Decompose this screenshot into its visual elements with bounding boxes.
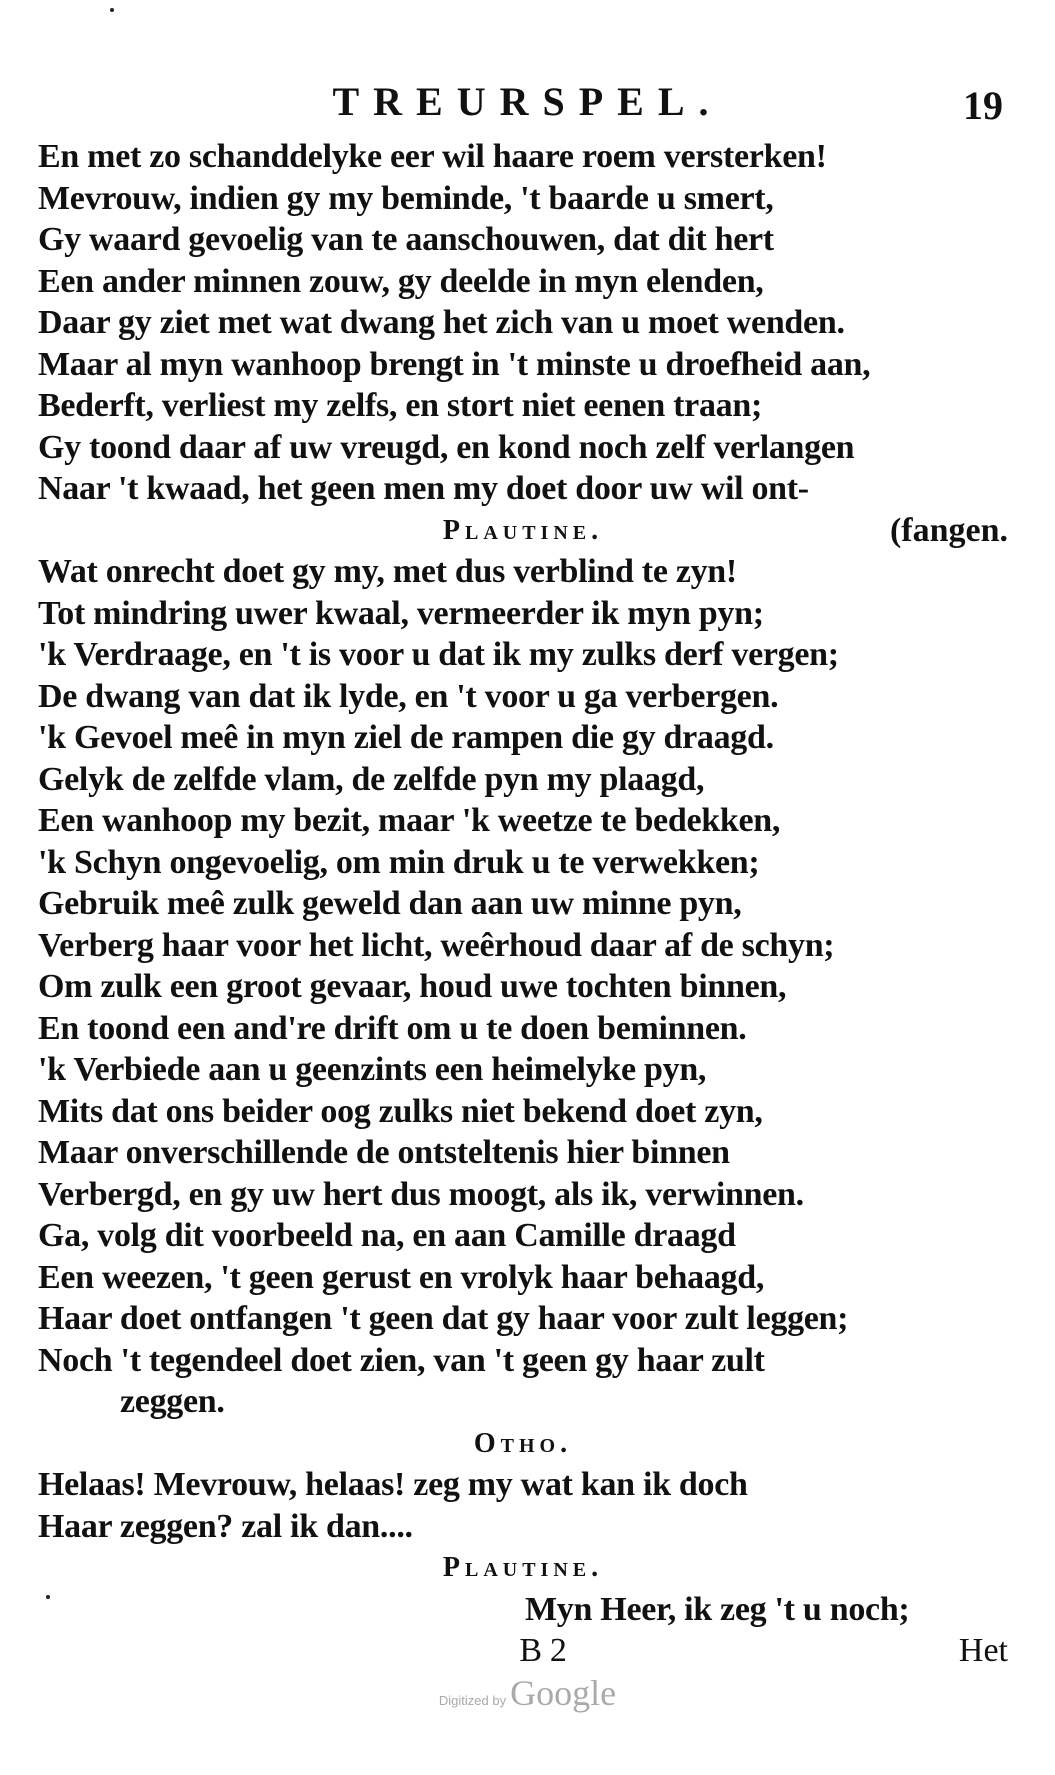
line-text: En toond een and're drift om u te doen beminnen.	[38, 1009, 747, 1047]
verse-line	[38, 1091, 1008, 1133]
line-text: Tot mindring uwer kwaal, vermeerder ik myn pyn;	[38, 594, 764, 632]
verse-line	[38, 219, 1008, 261]
signature-line	[38, 1630, 1008, 1672]
line-text: Noch 't tegendeel doet zien, van 't geen gy haar zult	[38, 1341, 765, 1379]
verse-line	[38, 468, 1008, 510]
verse-text	[38, 136, 1008, 1672]
line-text: 'k Verdraage, en 't is voor u dat ik my zulks derf vergen;	[38, 636, 839, 673]
verse-line	[38, 302, 1008, 344]
line-text: Mevrouw, indien gy my beminde, 't baarde u smert,	[38, 179, 774, 217]
line-text: Helaas! Mevrouw, helaas! zeg my wat kan ik doch	[38, 1466, 748, 1503]
line-continuation: (fangen.	[889, 511, 1008, 549]
speaker-name	[38, 1423, 1008, 1465]
line-text: Naar 't kwaad, het geen men my doet door uw wil ont-	[38, 470, 809, 507]
line-text: Maar onverschillende de ontsteltenis hier binnen	[38, 1134, 730, 1171]
verse-line	[38, 634, 1008, 676]
digitized-by-label: Digitized by	[438, 1693, 507, 1708]
line-text: Plautine.	[442, 1552, 604, 1583]
speaker-name	[38, 1547, 1008, 1589]
verse-line	[38, 1464, 1008, 1506]
verse-line	[38, 178, 1008, 220]
google-watermark	[0, 1672, 1055, 1714]
line-text: Haar zeggen? zal ik dan....	[38, 1507, 413, 1545]
line-text: Maar al myn wanhoop brengt in 't minste u droefheid aan,	[38, 345, 871, 383]
line-text: Een wanhoop my bezit, maar 'k weetze te bedekken,	[38, 802, 781, 839]
line-text: Wat onrecht doet gy my, met dus verblind te zyn!	[38, 553, 737, 590]
verse-line	[38, 1132, 1008, 1174]
line-text: Gy waard gevoelig van te aanschouwen, dat dit hert	[38, 221, 774, 258]
verse-line	[38, 261, 1008, 303]
verse-line	[38, 136, 1008, 178]
google-logo: Google	[510, 1673, 617, 1713]
line-text: Een weezen, 't geen gerust en vrolyk haar behaagd,	[38, 1258, 765, 1296]
line-text: Verbergd, en gy uw hert dus moogt, als ik, verwinnen.	[38, 1175, 804, 1213]
verse-line	[38, 759, 1008, 801]
verse-line	[38, 842, 1008, 884]
speaker-name	[38, 510, 1008, 552]
line-text: En met zo schanddelyke eer wil haare roem versterken!	[38, 138, 827, 175]
line-text: Mits dat ons beider oog zulks niet bekend doet zyn,	[38, 1092, 763, 1130]
line-text: Om zulk een groot gevaar, houd uwe tochten binnen,	[38, 968, 787, 1005]
verse-line	[38, 1008, 1008, 1050]
verse-line	[38, 1174, 1008, 1216]
print-speck	[46, 1595, 50, 1599]
line-text: Gebruik meê zulk geweld dan aan uw minne pyn,	[38, 885, 742, 922]
catchword: Het	[958, 1632, 1008, 1669]
verse-line	[38, 593, 1008, 635]
verse-line	[38, 925, 1008, 967]
line-text: Daar gy ziet met wat dwang het zich van u moet wenden.	[38, 304, 845, 341]
verse-line	[38, 966, 1008, 1008]
verse-line	[38, 385, 1008, 427]
verse-line	[38, 1381, 1008, 1423]
verse-line	[38, 1506, 1008, 1548]
signature-mark: B 2	[519, 1632, 567, 1669]
verse-line	[38, 1298, 1008, 1340]
verse-line	[38, 800, 1008, 842]
verse-line	[38, 883, 1008, 925]
line-text: 'k Verbiede aan u geenzints een heimelyke pyn,	[38, 1051, 707, 1088]
verse-line	[38, 1340, 1008, 1382]
verse-line	[38, 1589, 1008, 1631]
verse-line	[38, 344, 1008, 386]
line-text: 'k Schyn ongevoelig, om min druk u te verwekken;	[38, 843, 760, 881]
line-text: Ga, volg dit voorbeeld na, en aan Camille draagd	[38, 1217, 736, 1254]
verse-line	[38, 551, 1008, 593]
verse-line	[38, 427, 1008, 469]
line-text: Otho.	[473, 1427, 573, 1459]
line-text: Gy toond daar af uw vreugd, en kond noch zelf verlangen	[38, 428, 855, 466]
line-text: zeggen.	[120, 1383, 225, 1420]
page-number: 19	[963, 83, 1003, 128]
line-text: Plautine.	[442, 514, 604, 546]
verse-line	[38, 1049, 1008, 1091]
print-speck	[110, 8, 114, 12]
line-text: Myn Heer, ik zeg 't u noch;	[525, 1590, 910, 1628]
line-text: Verberg haar voor het licht, weêrhoud daar af de schyn;	[38, 926, 835, 964]
verse-line	[38, 1257, 1008, 1299]
line-text: Bederft, verliest my zelfs, en stort niet eenen traan;	[38, 387, 762, 424]
verse-line	[38, 717, 1008, 759]
verse-line	[38, 676, 1008, 718]
line-text: Gelyk de zelfde vlam, de zelfde pyn my plaagd,	[38, 760, 705, 798]
line-text: Haar doet ontfangen 't geen dat gy haar voor zult leggen;	[38, 1300, 849, 1337]
verse-line	[38, 1215, 1008, 1257]
line-text: 'k Gevoel meê in myn ziel de rampen die gy draagd.	[38, 719, 774, 756]
line-text: Een ander minnen zouw, gy deelde in myn elenden,	[38, 262, 764, 300]
line-text: De dwang van dat ik lyde, en 't voor u ga verbergen.	[38, 677, 779, 715]
running-title: TREURSPEL.	[332, 79, 723, 124]
